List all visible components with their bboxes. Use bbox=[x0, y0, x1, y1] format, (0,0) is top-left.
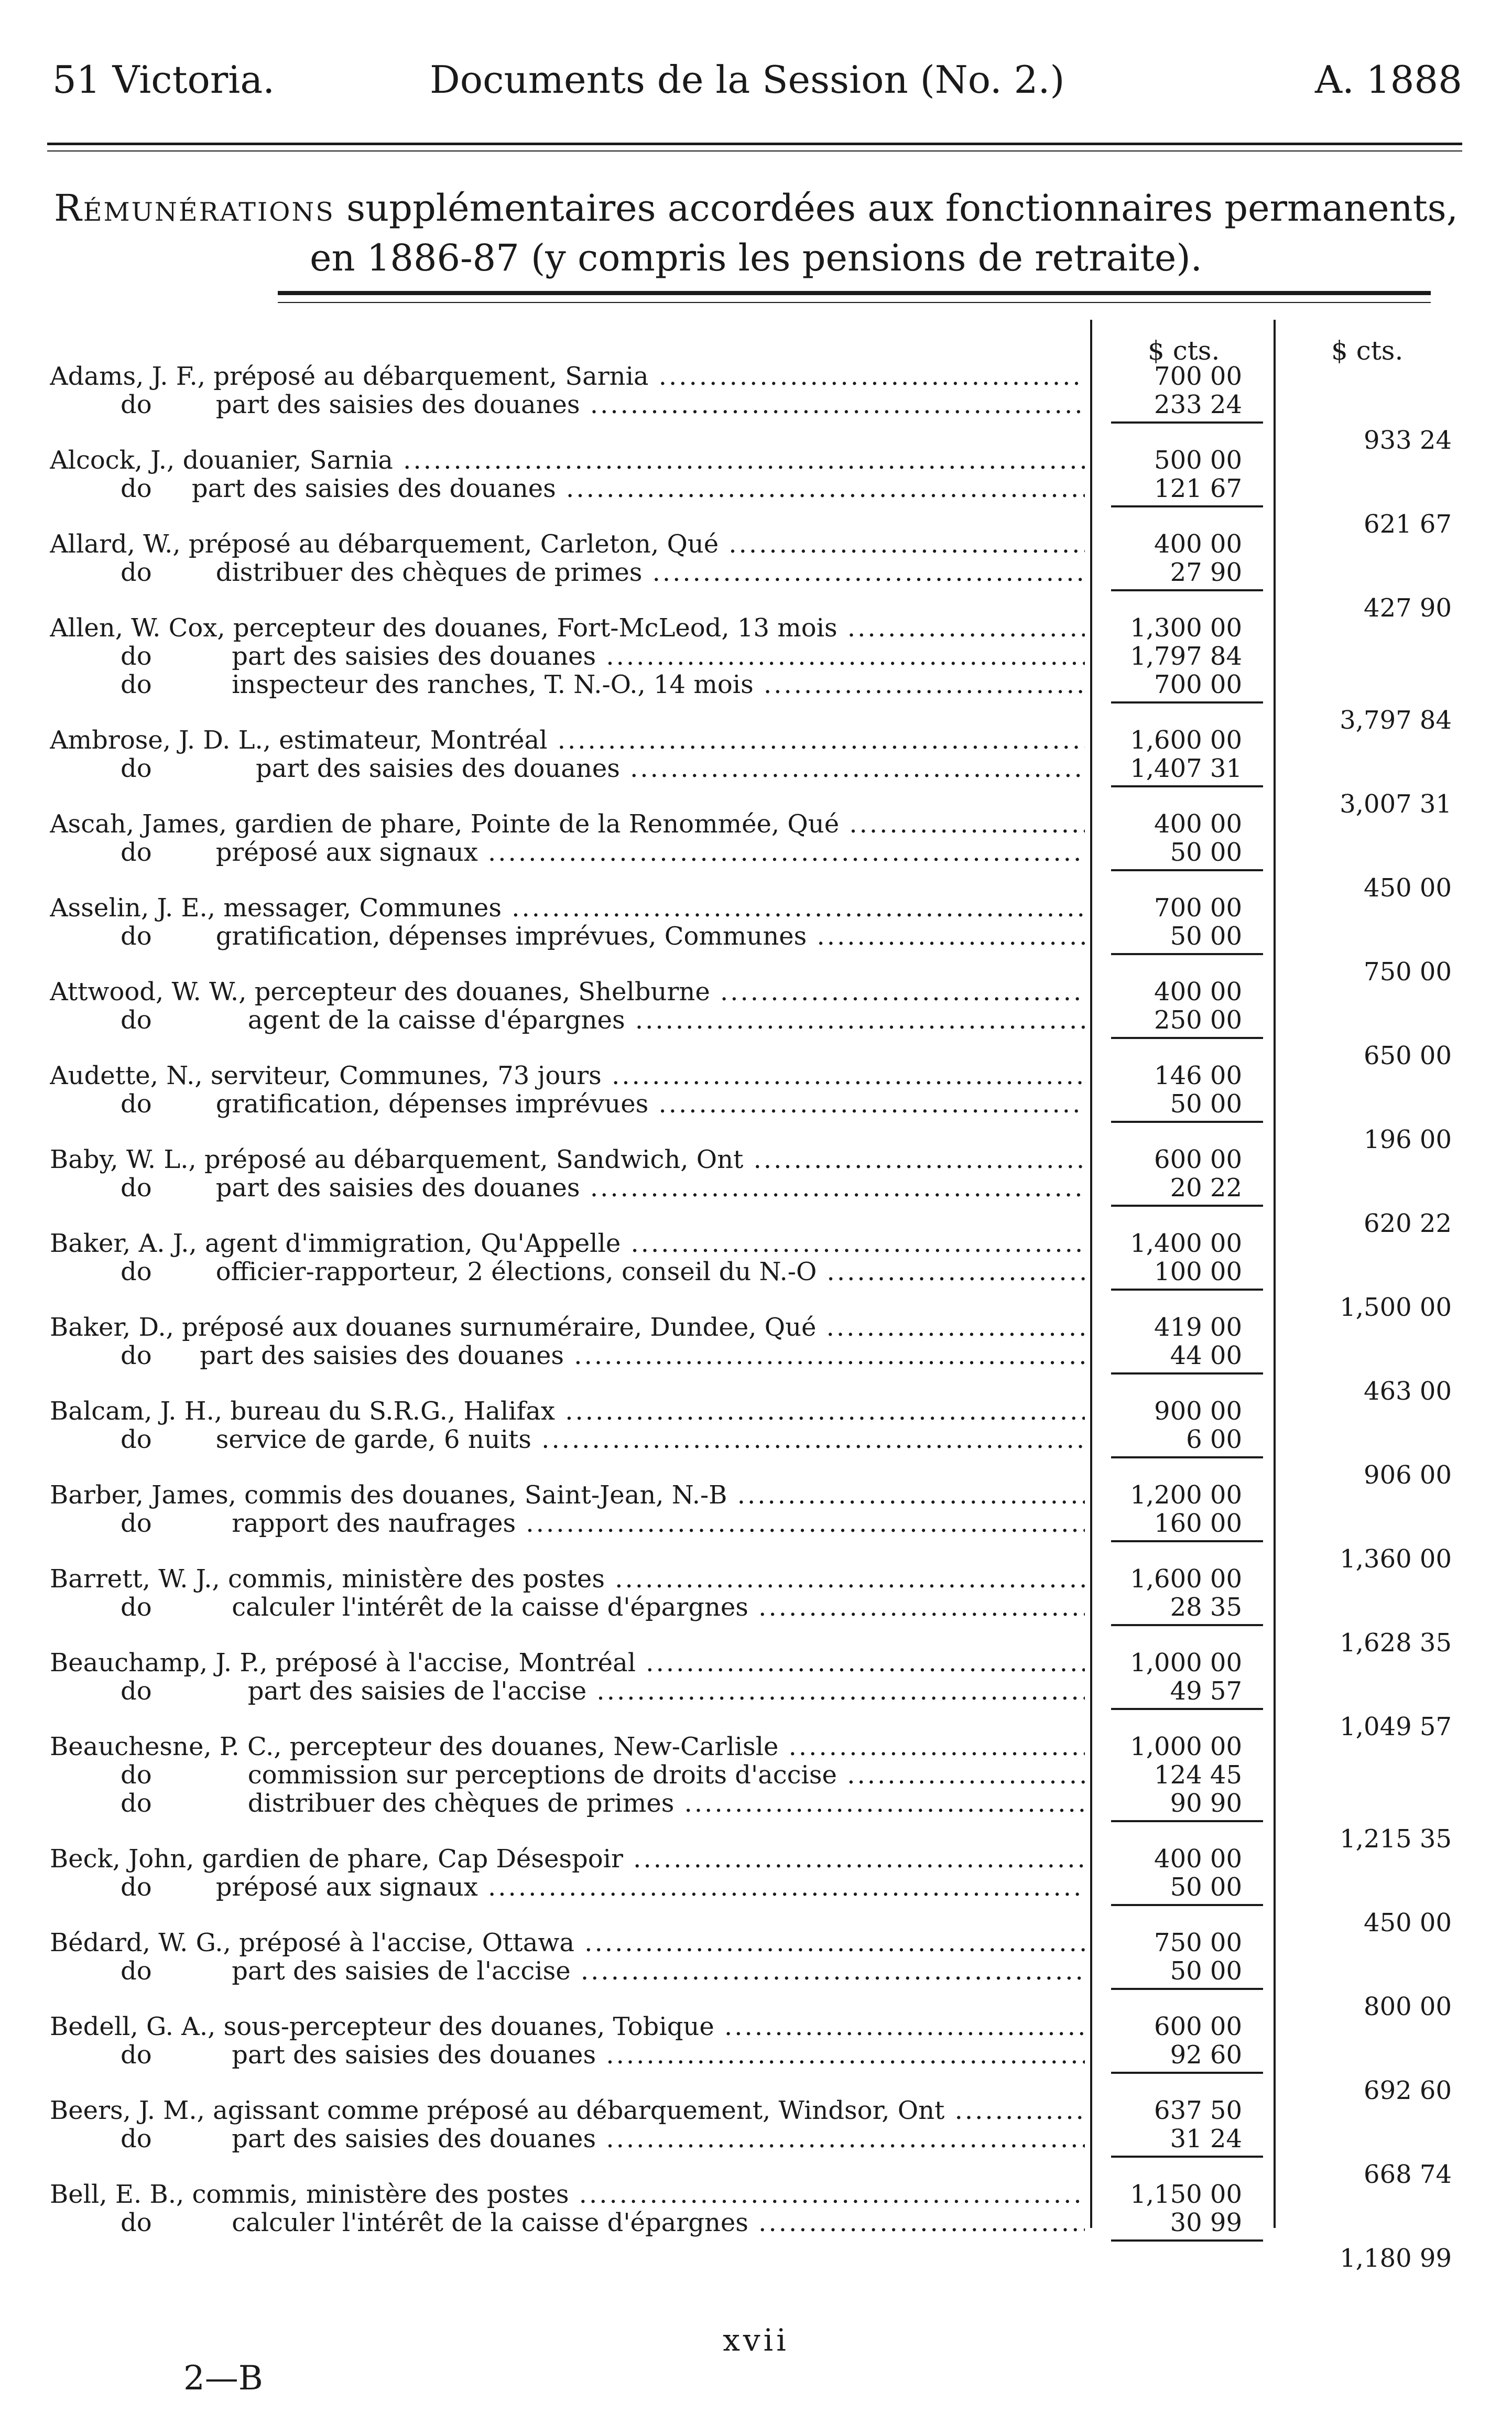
ledger-line bbox=[0, 362, 1512, 390]
ledger-line-description: do part des saisies des douanes ..... bbox=[121, 1341, 1085, 1370]
ledger-line bbox=[0, 809, 1512, 838]
title-line-2: en 1886-87 (y compris les pensions de retraite). bbox=[310, 236, 1202, 279]
ledger-line-amount: 1,000 00 bbox=[1130, 1648, 1242, 1678]
ledger-line bbox=[0, 1593, 1512, 1621]
subtotal-rule bbox=[1111, 1456, 1263, 1458]
ledger-line bbox=[0, 1005, 1512, 1034]
title-line-1-rest: supplémentaires accordées aux fonctionnaires permanents, bbox=[346, 187, 1458, 230]
ledger-line-amount: 49 57 bbox=[1170, 1676, 1242, 1706]
ledger-line-amount: 31 24 bbox=[1170, 2124, 1242, 2154]
title-line-1 bbox=[0, 183, 1512, 233]
ledger-line-description: do calculer l'intérêt de la caisse d'épargnes ..... bbox=[121, 1593, 1085, 1622]
ledger-entry-total: 621 67 bbox=[1364, 510, 1452, 539]
column-header-total: $ cts. bbox=[1331, 336, 1404, 366]
ledger-line-description: do gratification, dépenses imprévues ..... bbox=[121, 1089, 1085, 1119]
ledger-entry-total: 1,628 35 bbox=[1340, 1628, 1452, 1658]
ledger-line-description: Beauchamp, J. P., préposé à l'accise, Montréal ..... bbox=[50, 1648, 1085, 1678]
ledger-line-amount: 50 00 bbox=[1170, 922, 1242, 951]
ledger-line-amount: 400 00 bbox=[1154, 529, 1242, 559]
ledger-line-description: Asselin, J. E., messager, Communes ..... bbox=[50, 893, 1085, 923]
ledger-line-amount: 700 00 bbox=[1154, 362, 1242, 391]
ledger-line-amount: 1,000 00 bbox=[1130, 1732, 1242, 1761]
ledger-line bbox=[0, 1873, 1512, 1901]
ledger-entry-total: 1,180 99 bbox=[1340, 2244, 1452, 2273]
ledger-line bbox=[0, 613, 1512, 642]
ledger-line-amount: 121 67 bbox=[1154, 474, 1242, 503]
ledger-entry-total: 620 22 bbox=[1364, 1209, 1452, 1238]
ledger-line-description: Baker, A. J., agent d'immigration, Qu'Appelle ..... bbox=[50, 1229, 1085, 1258]
subtotal-rule bbox=[1111, 1372, 1263, 1375]
ledger-line-description: Bédard, W. G., préposé à l'accise, Ottawa ..... bbox=[50, 1928, 1085, 1957]
ledger-line-amount: 1,150 00 bbox=[1130, 2180, 1242, 2209]
ledger-line-description: Baby, W. L., préposé au débarquement, Sandwich, Ont ..... bbox=[50, 1145, 1085, 1174]
ledger-line bbox=[0, 1732, 1512, 1760]
ledger-line bbox=[0, 1676, 1512, 1705]
ledger-line-description: Barrett, W. J., commis, ministère des postes ..... bbox=[50, 1564, 1085, 1594]
ledger-line-description: do part des saisies des douanes ..... bbox=[121, 390, 1085, 419]
ledger-line-description: do part des saisies des douanes ..... bbox=[121, 642, 1085, 671]
ledger-line-description: do part des saisies des douanes ..... bbox=[121, 2124, 1085, 2154]
ledger-line-amount: 1,600 00 bbox=[1130, 1564, 1242, 1594]
ledger-line-amount: 600 00 bbox=[1154, 1145, 1242, 1174]
ledger-line-description: Beck, John, gardien de phare, Cap Désespoir ..... bbox=[50, 1844, 1085, 1874]
running-header bbox=[52, 58, 1462, 105]
ledger-line bbox=[0, 1313, 1512, 1341]
ledger-line-description: Alcock, J., douanier, Sarnia ..... bbox=[50, 446, 1085, 475]
ledger-line-description: Barber, James, commis des douanes, Saint-Jean, N.-B ..... bbox=[50, 1480, 1085, 1510]
ledger-entry-total: 3,007 31 bbox=[1340, 789, 1452, 819]
ledger-entry-total: 196 00 bbox=[1364, 1125, 1452, 1154]
ledger-line-amount: 400 00 bbox=[1154, 1844, 1242, 1874]
ledger-line-amount: 30 99 bbox=[1170, 2208, 1242, 2237]
ledger-line-amount: 92 60 bbox=[1170, 2040, 1242, 2070]
ledger-line bbox=[0, 1789, 1512, 1817]
ledger-line bbox=[0, 529, 1512, 558]
ledger-entry-total: 1,500 00 bbox=[1340, 1293, 1452, 1322]
page-title bbox=[0, 183, 1512, 283]
ledger-line-description: do distribuer des chèques de primes ..... bbox=[121, 1789, 1085, 1818]
ledger-line bbox=[0, 1760, 1512, 1789]
ledger-line-amount: 250 00 bbox=[1154, 1005, 1242, 1035]
ledger-line-description: Ascah, James, gardien de phare, Pointe de la Renommée, Qué ..... bbox=[50, 809, 1085, 839]
ledger-line bbox=[0, 1145, 1512, 1173]
page-number: xvii bbox=[723, 2322, 789, 2358]
ledger-line-amount: 1,200 00 bbox=[1130, 1480, 1242, 1510]
ledger-entry-total: 800 00 bbox=[1364, 1992, 1452, 2021]
ledger-entry-total: 668 74 bbox=[1364, 2160, 1452, 2189]
ledger-line bbox=[0, 2040, 1512, 2069]
subtotal-rule bbox=[1111, 1037, 1263, 1039]
ledger-line-description: Allen, W. Cox, percepteur des douanes, Fort-McLeod, 13 mois ..... bbox=[50, 613, 1085, 643]
ledger-entry-total: 427 90 bbox=[1364, 593, 1452, 623]
ledger-line-description: do agent de la caisse d'épargnes ..... bbox=[121, 1005, 1085, 1035]
ledger-line-amount: 160 00 bbox=[1154, 1509, 1242, 1538]
subtotal-rule bbox=[1111, 1820, 1263, 1822]
subtotal-rule bbox=[1111, 2239, 1263, 2242]
subtotal-rule bbox=[1111, 953, 1263, 955]
ledger-entry-total: 450 00 bbox=[1364, 1908, 1452, 1938]
header-left: 51 Victoria. bbox=[52, 58, 275, 102]
ledger-line bbox=[0, 1564, 1512, 1593]
ledger-entry-total: 3,797 84 bbox=[1340, 706, 1452, 735]
ledger-line bbox=[0, 1844, 1512, 1873]
ledger-line-amount: 1,407 31 bbox=[1130, 754, 1242, 783]
ledger-line-amount: 900 00 bbox=[1154, 1397, 1242, 1426]
subtotal-rule bbox=[1111, 1904, 1263, 1906]
ledger-line-amount: 1,400 00 bbox=[1130, 1229, 1242, 1258]
ledger-line bbox=[0, 642, 1512, 670]
subtotal-rule bbox=[1111, 701, 1263, 704]
ledger-line-amount: 419 00 bbox=[1154, 1313, 1242, 1342]
ledger-line bbox=[0, 1257, 1512, 1285]
ledger-line-amount: 700 00 bbox=[1154, 893, 1242, 923]
ledger-line bbox=[0, 893, 1512, 922]
ledger-line bbox=[0, 2208, 1512, 2236]
ledger-line bbox=[0, 446, 1512, 474]
ledger-line-description: do rapport des naufrages ..... bbox=[121, 1509, 1085, 1538]
title-rule-thin bbox=[278, 302, 1431, 303]
ledger-line bbox=[0, 2096, 1512, 2124]
ledger-line-description: do préposé aux signaux ..... bbox=[121, 838, 1085, 867]
subtotal-rule bbox=[1111, 1289, 1263, 1291]
ledger-line bbox=[0, 1089, 1512, 1118]
ledger-line-description: do part des saisies des douanes ..... bbox=[121, 474, 1085, 503]
ledger-line bbox=[0, 1341, 1512, 1369]
ledger-line bbox=[0, 1397, 1512, 1425]
ledger-line bbox=[0, 1425, 1512, 1453]
ledger-line-amount: 124 45 bbox=[1154, 1760, 1242, 1790]
ledger-line-amount: 100 00 bbox=[1154, 1257, 1242, 1286]
ledger-line-description: Audette, N., serviteur, Communes, 73 jours ..... bbox=[50, 1061, 1085, 1090]
ledger-line-description: Ambrose, J. D. L., estimateur, Montréal ..... bbox=[50, 726, 1085, 755]
ledger-line-description: Bell, E. B., commis, ministère des postes ..... bbox=[50, 2180, 1085, 2209]
ledger-line bbox=[0, 390, 1512, 418]
ledger-line-description: do distribuer des chèques de primes ..... bbox=[121, 558, 1085, 587]
subtotal-rule bbox=[1111, 421, 1263, 424]
ledger-line-amount: 700 00 bbox=[1154, 670, 1242, 699]
ledger-line bbox=[0, 2012, 1512, 2040]
ledger-line-description: do calculer l'intérêt de la caisse d'épargnes ..... bbox=[121, 2208, 1085, 2237]
ledger-line-description: do préposé aux signaux ..... bbox=[121, 1873, 1085, 1902]
ledger-line bbox=[0, 1480, 1512, 1509]
ledger-line-amount: 400 00 bbox=[1154, 809, 1242, 839]
ledger-line bbox=[0, 922, 1512, 950]
ledger-line bbox=[0, 2124, 1512, 2152]
ledger-line-amount: 1,300 00 bbox=[1130, 613, 1242, 643]
ledger-line bbox=[0, 754, 1512, 782]
ledger-line bbox=[0, 1956, 1512, 1985]
ledger-entry-total: 692 60 bbox=[1364, 2076, 1452, 2105]
ledger-entry-total: 906 00 bbox=[1364, 1460, 1452, 1490]
header-rule-top bbox=[47, 143, 1462, 145]
ledger-line bbox=[0, 1229, 1512, 1257]
ledger-line-description: do commission sur perceptions de droits d'accise ..... bbox=[121, 1760, 1085, 1790]
subtotal-rule bbox=[1111, 2156, 1263, 2158]
ledger-line-description: do inspecteur des ranches, T. N.-O., 14 mois ..... bbox=[121, 670, 1085, 699]
ledger-line-description: do part des saisies des douanes ..... bbox=[121, 1173, 1085, 1203]
ledger-line-description: Allard, W., préposé au débarquement, Carleton, Qué ..... bbox=[50, 529, 1085, 559]
ledger-line bbox=[0, 558, 1512, 586]
ledger-line-amount: 233 24 bbox=[1154, 390, 1242, 419]
ledger-line bbox=[0, 474, 1512, 502]
signature-mark: 2—B bbox=[183, 2359, 263, 2398]
ledger-line-amount: 400 00 bbox=[1154, 977, 1242, 1007]
subtotal-rule bbox=[1111, 1708, 1263, 1710]
subtotal-rule bbox=[1111, 1121, 1263, 1123]
ledger-entry-total: 1,360 00 bbox=[1340, 1544, 1452, 1574]
header-rule-bottom bbox=[47, 150, 1462, 152]
ledger-line-description: Adams, J. F., préposé au débarquement, Sarnia ..... bbox=[50, 362, 1085, 391]
ledger-entry-total: 463 00 bbox=[1364, 1377, 1452, 1406]
ledger-line bbox=[0, 1648, 1512, 1676]
subtotal-rule bbox=[1111, 1988, 1263, 1990]
ledger-line-amount: 1,600 00 bbox=[1130, 726, 1242, 755]
subtotal-rule bbox=[1111, 505, 1263, 507]
subtotal-rule bbox=[1111, 1624, 1263, 1626]
column-header-detail: $ cts. bbox=[1148, 336, 1220, 366]
ledger-line-amount: 637 50 bbox=[1154, 2096, 1242, 2125]
ledger-entry-total: 1,049 57 bbox=[1340, 1712, 1452, 1741]
subtotal-rule bbox=[1111, 2072, 1263, 2074]
ledger-line-description: do part des saisies de l'accise ..... bbox=[121, 1676, 1085, 1706]
ledger-entry-total: 933 24 bbox=[1364, 426, 1452, 455]
ledger-line-amount: 90 90 bbox=[1170, 1789, 1242, 1818]
ledger-line bbox=[0, 2180, 1512, 2208]
ledger-line-description: Balcam, J. H., bureau du S.R.G., Halifax ..... bbox=[50, 1397, 1085, 1426]
title-first-word: Rémunérations bbox=[54, 187, 335, 230]
ledger-line-amount: 50 00 bbox=[1170, 1089, 1242, 1119]
ledger-line-amount: 600 00 bbox=[1154, 2012, 1242, 2041]
ledger-line-amount: 27 90 bbox=[1170, 558, 1242, 587]
subtotal-rule bbox=[1111, 589, 1263, 591]
ledger-line bbox=[0, 838, 1512, 866]
ledger-line-amount: 146 00 bbox=[1154, 1061, 1242, 1090]
ledger-line bbox=[0, 726, 1512, 754]
ledger-line-description: do officier-rapporteur, 2 élections, conseil du N.-O ..... bbox=[121, 1257, 1085, 1286]
ledger-line-amount: 750 00 bbox=[1154, 1928, 1242, 1957]
ledger-line-amount: 1,797 84 bbox=[1130, 642, 1242, 671]
ledger-line-description: do service de garde, 6 nuits ..... bbox=[121, 1425, 1085, 1454]
title-rule-thick bbox=[278, 291, 1431, 295]
ledger-line-amount: 6 00 bbox=[1186, 1425, 1242, 1454]
subtotal-rule bbox=[1111, 1540, 1263, 1542]
ledger-line-description: do part des saisies des douanes ..... bbox=[121, 2040, 1085, 2070]
ledger-line bbox=[0, 977, 1512, 1005]
ledger-line-amount: 50 00 bbox=[1170, 1873, 1242, 1902]
subtotal-rule bbox=[1111, 1205, 1263, 1207]
header-right: A. 1888 bbox=[1314, 58, 1462, 102]
ledger-entry-total: 450 00 bbox=[1364, 873, 1452, 903]
ledger-line bbox=[0, 1061, 1512, 1089]
ledger-entry-total: 750 00 bbox=[1364, 957, 1452, 987]
ledger-entry-total: 1,215 35 bbox=[1340, 1824, 1452, 1854]
ledger-entry-total: 650 00 bbox=[1364, 1041, 1452, 1070]
ledger-line-description: do part des saisies de l'accise ..... bbox=[121, 1956, 1085, 1986]
ledger-line bbox=[0, 670, 1512, 698]
ledger-line bbox=[0, 1928, 1512, 1956]
subtotal-rule bbox=[1111, 785, 1263, 787]
ledger-line-description: do gratification, dépenses imprévues, Communes ..... bbox=[121, 922, 1085, 951]
ledger-line-amount: 44 00 bbox=[1170, 1341, 1242, 1370]
ledger-line-amount: 50 00 bbox=[1170, 1956, 1242, 1986]
ledger-line-amount: 20 22 bbox=[1170, 1173, 1242, 1203]
subtotal-rule bbox=[1111, 869, 1263, 871]
ledger-line-description: Baker, D., préposé aux douanes surnuméraire, Dundee, Qué ..... bbox=[50, 1313, 1085, 1342]
ledger-line-amount: 500 00 bbox=[1154, 446, 1242, 475]
ledger-line-amount: 50 00 bbox=[1170, 838, 1242, 867]
ledger-line-description: do part des saisies des douanes ..... bbox=[121, 754, 1085, 783]
ledger-line bbox=[0, 1509, 1512, 1537]
ledger-line-amount: 28 35 bbox=[1170, 1593, 1242, 1622]
ledger-line-description: Attwood, W. W., percepteur des douanes, Shelburne ..... bbox=[50, 977, 1085, 1007]
header-center: Documents de la Session (No. 2.) bbox=[430, 58, 1065, 102]
ledger-line-description: Beauchesne, P. C., percepteur des douanes, New-Carlisle ..... bbox=[50, 1732, 1085, 1761]
ledger-line-description: Beers, J. M., agissant comme préposé au débarquement, Windsor, Ont ..... bbox=[50, 2096, 1085, 2125]
ledger-line-description: Bedell, G. A., sous-percepteur des douanes, Tobique ..... bbox=[50, 2012, 1085, 2041]
ledger-line bbox=[0, 1173, 1512, 1202]
